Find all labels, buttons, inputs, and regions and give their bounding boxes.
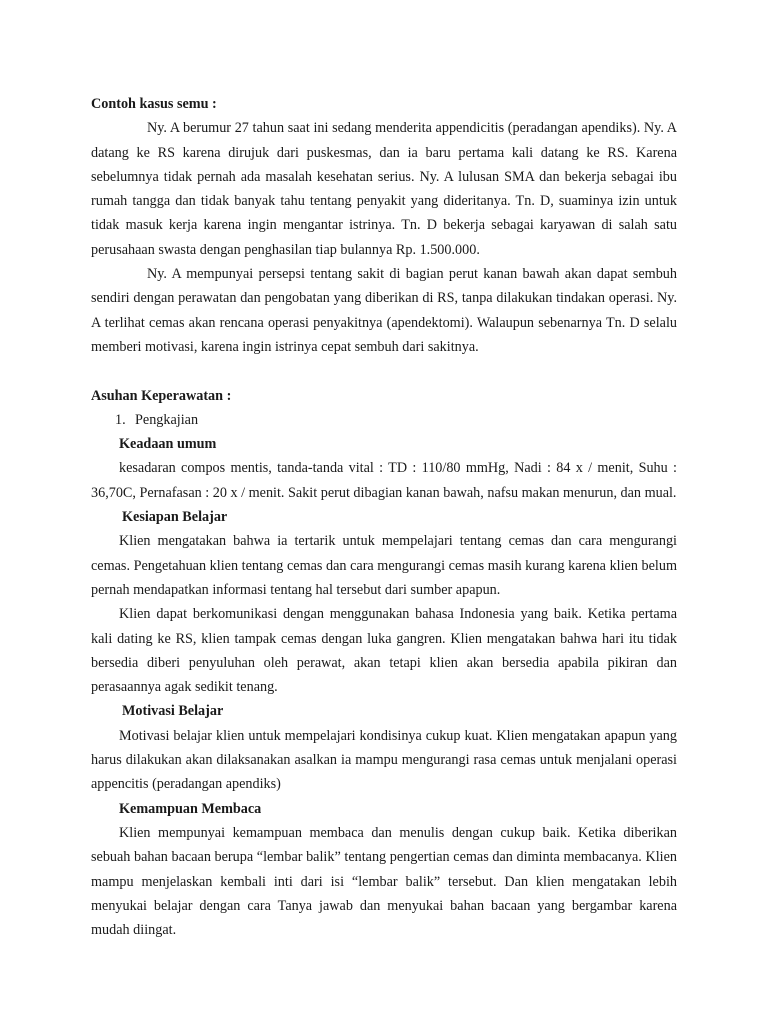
keadaan-umum-text: kesadaran compos mentis, tanda-tanda vital : TD : 110/80 mmHg, Nadi : 84 x / menit, Suhu : 36,70C, Pernafasan : 20 x / menit. Sakit perut dibagian kanan bawah, nafsu makan menurun, dan mual. xyxy=(91,460,677,501)
case-paragraph-1: Ny. A berumur 27 tahun saat ini sedang menderita appendicitis (peradangan apendiks). Ny. A datang ke RS karena dirujuk dari puskesmas, dan ia baru pertama kali datang ke RS. Karena sebelumnya tidak pernah ada masalah kesehatan serius. Ny. A lulusan SMA dan bekerja sebagai ibu rumah tangga dan tidak banyak tahu tentang penyakit yang dideritanya. Tn. D, suaminya izin untuk tidak masuk kerja karena ingin mengantar istrinya. Tn. D bekerja sebagai karyawan di salah satu perusahaan swasta dengan penghasilan tiap bulannya Rp. 1.500.000. xyxy=(91,120,677,258)
list-label: Pengkajian xyxy=(135,411,199,428)
list-number: 1. xyxy=(115,411,126,428)
list-item-pengkajian xyxy=(91,408,677,432)
kemampuan-membaca-text: Klien mempunyai kemampuan membaca dan menulis dengan cukup baik. Ketika diberikan sebuah bahan bacaan berupa “lembar balik” tentang pengertian cemas dan diminta membacanya. Klien mampu menjelaskan kembali inti dari isi “lembar balik” tersebut. Dan klien mengatakan lebih menyukai belajar dengan cara Tanya jawab dan menyukai bahan bacaan yang bergambar karena mudah diingat. xyxy=(91,824,677,939)
kemampuan-membaca-heading: Kemampuan Membaca xyxy=(119,800,262,817)
motivasi-belajar-text: Motivasi belajar klien untuk mempelajari kondisinya cukup kuat. Klien mengatakan apapun yang harus dilakukan akan dilaksanakan asalkan ia mampu mengurangi rasa cemas untuk menjalani operasi appencitis (peradangan apendiks) xyxy=(91,727,677,793)
spacer xyxy=(91,359,677,383)
document-page xyxy=(91,92,677,942)
kesiapan-belajar-paragraph-2: Klien dapat berkomunikasi dengan menggunakan bahasa Indonesia yang baik. Ketika pertama kali dating ke RS, klien tampak cemas dengan luka gangren. Klien mengatakan bahwa hari itu tidak bersedia diberi penyuluhan oleh perawat, akan tetapi klien akan bersedia apabila pikiran dan perasaannya agak sedikit tenang. xyxy=(91,606,677,696)
kesiapan-belajar-heading: Kesiapan Belajar xyxy=(122,509,228,526)
kesiapan-belajar-paragraph-1: Klien mengatakan bahwa ia tertarik untuk mempelajari tentang cemas dan cara mengurangi cemas. Pengetahuan klien tentang cemas dan cara mengurangi cemas masih kurang karena klien belum pernah mendapatkan informasi tentang hal tersebut dari sumber apapun. xyxy=(91,533,677,598)
motivasi-belajar-heading: Motivasi Belajar xyxy=(122,703,224,720)
case-heading: Contoh kasus semu : xyxy=(91,96,217,112)
keadaan-umum-heading: Keadaan umum xyxy=(119,436,217,453)
case-paragraph-2: Ny. A mempunyai persepsi tentang sakit di bagian perut kanan bawah akan dapat sembuh sendiri dengan perawatan dan pengobatan yang diberikan di RS, tanpa dilakukan tindakan operasi. Ny. A terlihat cemas akan rencana operasi penyakitnya (apendektomi). Walaupun sebenarnya Tn. D selalu memberi motivasi, karena ingin istrinya cepat sembuh dari sakitnya. xyxy=(91,266,677,355)
asuhan-heading: Asuhan Keperawatan : xyxy=(91,387,232,404)
